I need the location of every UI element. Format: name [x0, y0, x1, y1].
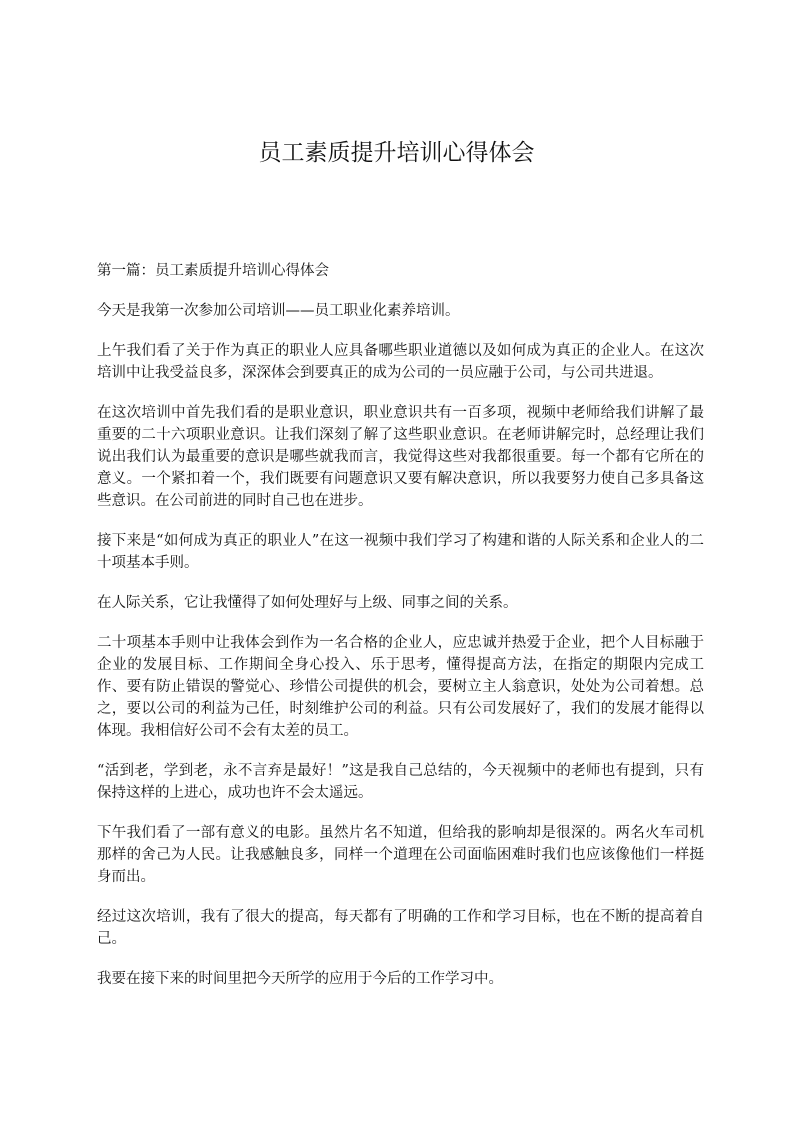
paragraph-2: 上午我们看了关于作为真正的职业人应具备哪些职业道德以及如何成为真正的企业人。在这次培训中让我受益良多，深深体会到要真正的成为公司的一员应融于公司，与公司共进退。: [97, 343, 704, 381]
paragraph-5: 在人际关系，它让我懂得了如何处理好与上级、同事之间的关系。: [97, 595, 518, 611]
paragraph-3: 在这次培训中首先我们看的是职业意识，职业意识共有一百多项，视频中老师给我们讲解了最重要的二十六项职业意识。让我们深刻了解了这些职业意识。在老师讲解完时，总经理让我们说出我们认为最重要的意识是哪些就我而言，我觉得这些对我都很重要。每一个都有它所在的意义。一个紧扣着一个，我们既要有问题意识又要有解决意识，所以我要努力使自己多具备这些意识。在公司前进的同时自己也在进步。: [97, 405, 704, 509]
page-title: 员工素质提升培训心得体会: [258, 140, 535, 166]
paragraph-10: 我要在接下来的时间里把今天所学的应用于今后的工作学习中。: [97, 971, 503, 987]
paragraph-8: 下午我们看了一部有意义的电影。虽然片名不知道，但给我的影响却是很深的。两名火车司机那样的舍己为人民。让我感触良多，同样一个道理在公司面临困难时我们也应该像他们一样挺身而出。: [97, 825, 704, 885]
paragraph-9: 经过这次培训，我有了很大的提高，每天都有了明确的工作和学习目标，也在不断的提高着自己。: [97, 909, 704, 947]
paragraph-7: “活到老，学到老，永不言弃是最好！”这是我自己总结的，今天视频中的老师也有提到，只有保持这样的上进心，成功也许不会太遥远。: [97, 763, 704, 801]
document-body: [97, 260, 704, 1008]
paragraph-4: 接下来是“如何成为真正的职业人”在这一视频中我们学习了构建和谐的人际关系和企业人的二十项基本手则。: [97, 533, 704, 571]
paragraph-6: 二十项基本手则中让我体会到作为一名合格的企业人，应忠诚并热爱于企业，把个人目标融于企业的发展目标、工作期间全身心投入、乐于思考，懂得提高方法，在指定的期限内完成工作、要有防止错误的警觉心、珍惜公司提供的机会，要树立主人翁意识，处处为公司着想。总之，要以公司的利益为己任，时刻维护公司的利益。只有公司发展好了，我们的发展才能得以体现。我相信好公司不会有太差的员工。: [97, 635, 704, 739]
section-heading: 第一篇：员工素质提升培训心得体会: [97, 263, 329, 279]
paragraph-1: 今天是我第一次参加公司培训——员工职业化素养培训。: [97, 303, 460, 319]
